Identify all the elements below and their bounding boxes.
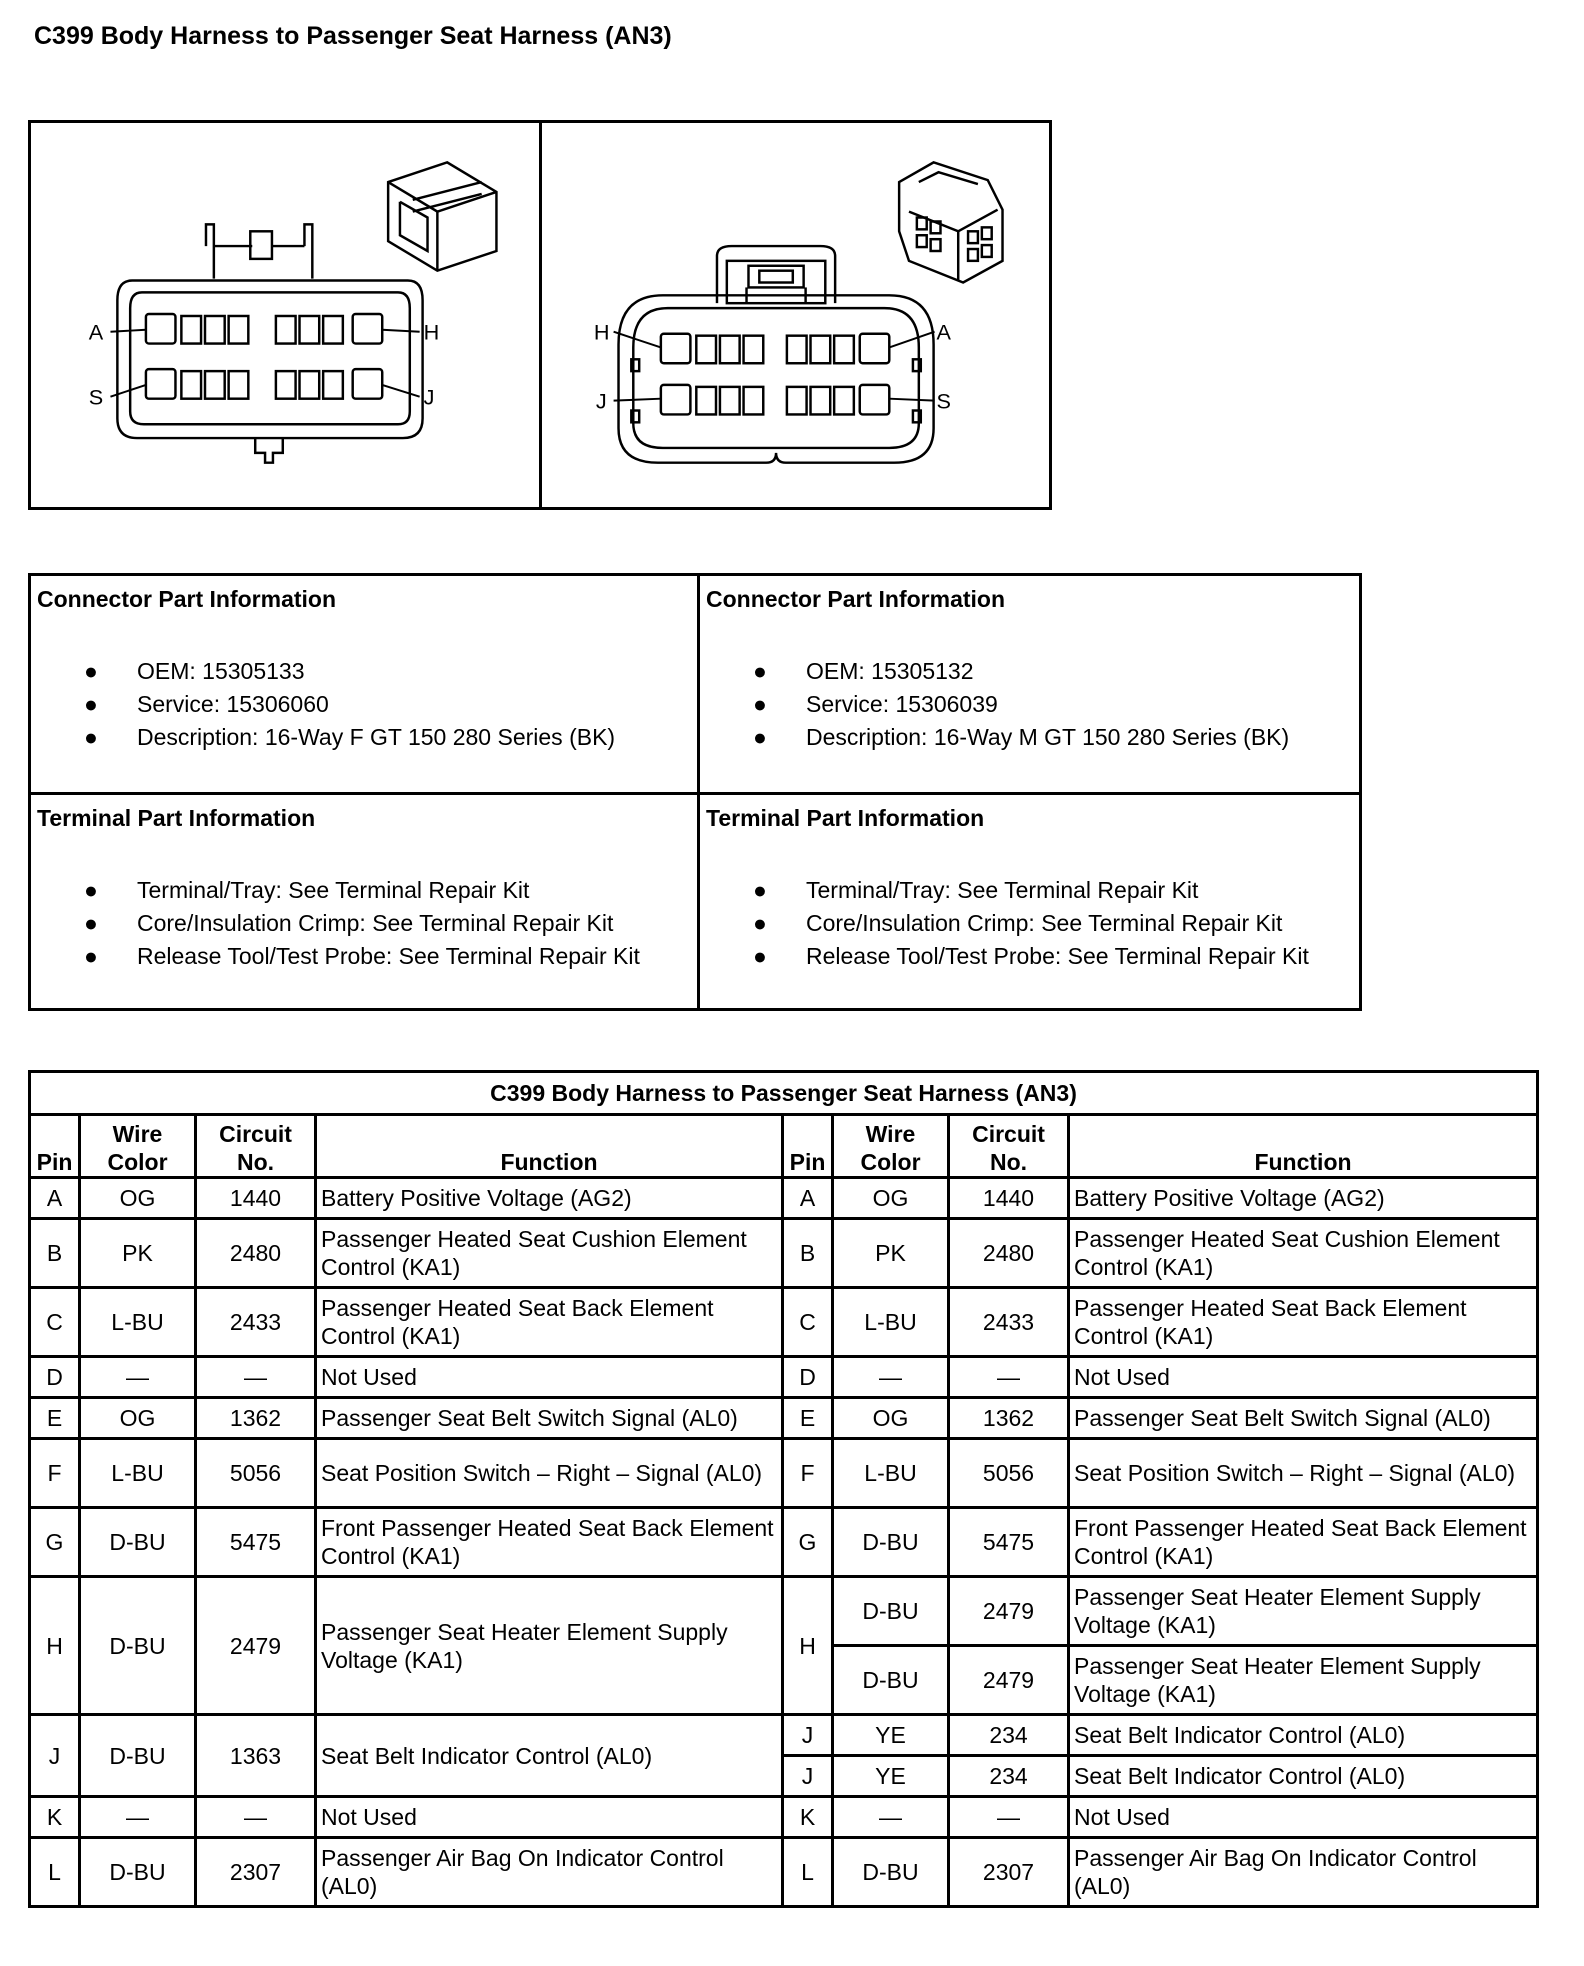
function-cell: Not Used xyxy=(316,1797,783,1838)
header-wire-color xyxy=(80,1115,196,1178)
pin-cell: K xyxy=(30,1797,80,1838)
table-row xyxy=(30,1219,1538,1288)
list-item xyxy=(706,655,1353,688)
circuit-cell: 5056 xyxy=(949,1439,1069,1508)
wire-color-cell: D-BU xyxy=(833,1838,949,1907)
pin-cell: C xyxy=(783,1288,833,1357)
pin-cell: J xyxy=(783,1756,833,1797)
header-text: Circuit xyxy=(219,1121,292,1147)
list-item xyxy=(37,655,691,688)
function-cell: Passenger Seat Belt Switch Signal (AL0) xyxy=(1069,1398,1538,1439)
circuit-cell: 234 xyxy=(949,1756,1069,1797)
circuit-cell: 2433 xyxy=(949,1288,1069,1357)
table-row xyxy=(30,1577,1538,1646)
connector-face-female-drawing xyxy=(31,123,539,507)
bullet-icon: ● xyxy=(84,691,98,717)
wire-color-cell: D-BU xyxy=(80,1838,196,1907)
pin-cell: J xyxy=(783,1715,833,1756)
circuit-cell: 1440 xyxy=(196,1178,316,1219)
wire-color-cell: OG xyxy=(80,1178,196,1219)
circuit-cell: 2307 xyxy=(196,1838,316,1907)
wire-color-cell: D-BU xyxy=(80,1508,196,1577)
function-cell: Front Passenger Heated Seat Back Element Control (KA1) xyxy=(1069,1508,1538,1577)
item-text: Service: 15306060 xyxy=(137,691,329,717)
wire-color-cell: L-BU xyxy=(80,1439,196,1508)
bullet-list xyxy=(37,655,691,754)
header-text: Wire xyxy=(112,1121,163,1147)
circuit-cell: — xyxy=(196,1797,316,1838)
bullet-icon: ● xyxy=(753,943,767,969)
wire-color-cell: D-BU xyxy=(80,1715,196,1797)
bullet-icon: ● xyxy=(84,943,98,969)
list-item xyxy=(37,940,691,973)
function-cell: Not Used xyxy=(1069,1797,1538,1838)
item-text: Core/Insulation Crimp: See Terminal Repair Kit xyxy=(806,910,1283,936)
item-text: Release Tool/Test Probe: See Terminal Repair Kit xyxy=(137,943,640,969)
bullet-icon: ● xyxy=(753,910,767,936)
function-cell: Seat Belt Indicator Control (AL0) xyxy=(316,1715,783,1797)
function-cell: Seat Belt Indicator Control (AL0) xyxy=(1069,1715,1538,1756)
header-text: Color xyxy=(107,1149,168,1175)
function-cell: Passenger Air Bag On Indicator Control (AL0) xyxy=(316,1838,783,1907)
list-item xyxy=(706,940,1353,973)
circuit-cell: 1440 xyxy=(949,1178,1069,1219)
wire-color-cell: — xyxy=(833,1797,949,1838)
section-title: Terminal Part Information xyxy=(706,805,985,831)
pin-cell: L xyxy=(30,1838,80,1907)
header-circuit xyxy=(196,1115,316,1178)
wire-color-cell: — xyxy=(80,1357,196,1398)
function-cell: Passenger Heated Seat Cushion Element Control (KA1) xyxy=(1069,1219,1538,1288)
wire-color-cell: L-BU xyxy=(80,1288,196,1357)
bullet-icon: ● xyxy=(753,658,767,684)
table-row xyxy=(30,1439,1538,1508)
wire-color-cell: OG xyxy=(833,1398,949,1439)
function-cell: Seat Position Switch – Right – Signal (AL0) xyxy=(1069,1439,1538,1508)
pin-label-h: H xyxy=(423,319,440,345)
header-text: Wire xyxy=(865,1121,916,1147)
header-text: No. xyxy=(989,1149,1028,1175)
bullet-list xyxy=(37,874,691,973)
item-text: Core/Insulation Crimp: See Terminal Repair Kit xyxy=(137,910,614,936)
item-text: Terminal/Tray: See Terminal Repair Kit xyxy=(806,877,1199,903)
pin-cell: B xyxy=(30,1219,80,1288)
pin-label-a: A xyxy=(936,319,951,345)
circuit-cell: 2433 xyxy=(196,1288,316,1357)
terminal-info-right xyxy=(697,792,1359,1008)
pin-cell: D xyxy=(783,1357,833,1398)
list-item xyxy=(37,874,691,907)
wire-color-cell: OG xyxy=(80,1398,196,1439)
list-item xyxy=(706,907,1353,940)
list-item xyxy=(37,688,691,721)
header-pin: Pin xyxy=(30,1115,80,1178)
function-cell: Front Passenger Heated Seat Back Element Control (KA1) xyxy=(316,1508,783,1577)
header-circuit xyxy=(949,1115,1069,1178)
table-row xyxy=(30,1288,1538,1357)
pin-label-j: J xyxy=(423,384,435,410)
item-text: Terminal/Tray: See Terminal Repair Kit xyxy=(137,877,530,903)
list-item xyxy=(37,907,691,940)
circuit-cell: 5475 xyxy=(196,1508,316,1577)
bullet-icon: ● xyxy=(84,724,98,750)
part-information-grid xyxy=(28,573,1362,1011)
table-row xyxy=(30,1398,1538,1439)
circuit-cell: 234 xyxy=(949,1715,1069,1756)
bullet-list xyxy=(706,874,1353,973)
bullet-icon: ● xyxy=(84,877,98,903)
connector-face-male xyxy=(539,123,1050,507)
table-row xyxy=(30,1357,1538,1398)
connector-face-female xyxy=(31,123,539,507)
pin-cell: A xyxy=(783,1178,833,1219)
function-cell: Passenger Seat Heater Element Supply Voltage (KA1) xyxy=(316,1577,783,1715)
item-text: Release Tool/Test Probe: See Terminal Repair Kit xyxy=(806,943,1309,969)
wire-color-cell: D-BU xyxy=(833,1577,949,1646)
function-cell: Not Used xyxy=(1069,1357,1538,1398)
circuit-cell: 2479 xyxy=(196,1577,316,1715)
connector-info-left xyxy=(31,576,697,792)
function-cell: Battery Positive Voltage (AG2) xyxy=(316,1178,783,1219)
wire-color-cell: L-BU xyxy=(833,1439,949,1508)
header-text: Circuit xyxy=(972,1121,1045,1147)
table-caption: C399 Body Harness to Passenger Seat Harness (AN3) xyxy=(30,1072,1538,1115)
circuit-cell: 1362 xyxy=(196,1398,316,1439)
table-row xyxy=(30,1838,1538,1907)
terminal-info-left xyxy=(31,792,697,1008)
function-cell: Passenger Seat Heater Element Supply Voltage (KA1) xyxy=(1069,1577,1538,1646)
function-cell: Not Used xyxy=(316,1357,783,1398)
pin-label-a: A xyxy=(88,319,104,345)
circuit-cell: 1363 xyxy=(196,1715,316,1797)
pin-cell: G xyxy=(783,1508,833,1577)
item-text: Description: 16-Way F GT 150 280 Series (BK) xyxy=(137,724,616,750)
wire-color-cell: — xyxy=(833,1357,949,1398)
wire-color-cell: L-BU xyxy=(833,1288,949,1357)
list-item xyxy=(706,874,1353,907)
pin-cell: H xyxy=(783,1577,833,1715)
header-text: Color xyxy=(860,1149,921,1175)
circuit-cell: 2479 xyxy=(949,1646,1069,1715)
wire-color-cell: — xyxy=(80,1797,196,1838)
pin-cell: K xyxy=(783,1797,833,1838)
wire-color-cell: PK xyxy=(80,1219,196,1288)
bullet-list xyxy=(706,655,1353,754)
pin-label-j: J xyxy=(595,388,607,414)
function-cell: Passenger Seat Heater Element Supply Voltage (KA1) xyxy=(1069,1646,1538,1715)
circuit-cell: 5475 xyxy=(949,1508,1069,1577)
bullet-icon: ● xyxy=(84,910,98,936)
bullet-icon: ● xyxy=(753,877,767,903)
wire-color-cell: OG xyxy=(833,1178,949,1219)
pin-cell: H xyxy=(30,1577,80,1715)
section-title: Connector Part Information xyxy=(37,586,337,612)
section-title: Connector Part Information xyxy=(706,586,1006,612)
wire-color-cell: YE xyxy=(833,1756,949,1797)
pinout-table xyxy=(28,1070,1539,1908)
function-cell: Passenger Air Bag On Indicator Control (AL0) xyxy=(1069,1838,1538,1907)
pin-cell: F xyxy=(30,1439,80,1508)
connector-face-male-drawing xyxy=(542,123,1050,507)
item-text: Description: 16-Way M GT 150 280 Series (BK) xyxy=(806,724,1290,750)
header-wire-color xyxy=(833,1115,949,1178)
wire-color-cell: PK xyxy=(833,1219,949,1288)
function-cell: Battery Positive Voltage (AG2) xyxy=(1069,1178,1538,1219)
connector-info-right xyxy=(697,576,1359,792)
header-function: Function xyxy=(316,1115,783,1178)
circuit-cell: — xyxy=(196,1357,316,1398)
pin-label-h: H xyxy=(593,319,610,345)
list-item xyxy=(706,688,1353,721)
header-pin: Pin xyxy=(783,1115,833,1178)
wire-color-cell: YE xyxy=(833,1715,949,1756)
pin-cell: D xyxy=(30,1357,80,1398)
header-text: No. xyxy=(236,1149,275,1175)
pin-cell: A xyxy=(30,1178,80,1219)
circuit-cell: 2307 xyxy=(949,1838,1069,1907)
pin-cell: E xyxy=(30,1398,80,1439)
item-text: OEM: 15305132 xyxy=(806,658,974,684)
pin-label-s: S xyxy=(936,388,951,414)
pin-cell: E xyxy=(783,1398,833,1439)
bullet-icon: ● xyxy=(753,724,767,750)
pin-cell: F xyxy=(783,1439,833,1508)
wire-color-cell: D-BU xyxy=(833,1646,949,1715)
function-cell: Passenger Heated Seat Back Element Control (KA1) xyxy=(316,1288,783,1357)
page-title: C399 Body Harness to Passenger Seat Harness (AN3) xyxy=(34,22,672,50)
wire-color-cell: D-BU xyxy=(833,1508,949,1577)
item-text: OEM: 15305133 xyxy=(137,658,305,684)
circuit-cell: 1362 xyxy=(949,1398,1069,1439)
pin-cell: L xyxy=(783,1838,833,1907)
circuit-cell: 2480 xyxy=(196,1219,316,1288)
table-row xyxy=(30,1797,1538,1838)
table-row xyxy=(30,1715,1538,1756)
connector-diagram xyxy=(28,120,1052,510)
function-cell: Seat Belt Indicator Control (AL0) xyxy=(1069,1756,1538,1797)
circuit-cell: — xyxy=(949,1797,1069,1838)
wire-color-cell: D-BU xyxy=(80,1577,196,1715)
table-row xyxy=(30,1178,1538,1219)
pin-cell: B xyxy=(783,1219,833,1288)
list-item xyxy=(706,721,1353,754)
pin-cell: J xyxy=(30,1715,80,1797)
item-text: Service: 15306039 xyxy=(806,691,998,717)
list-item xyxy=(37,721,691,754)
function-cell: Seat Position Switch – Right – Signal (AL0) xyxy=(316,1439,783,1508)
pin-cell: C xyxy=(30,1288,80,1357)
circuit-cell: 5056 xyxy=(196,1439,316,1508)
circuit-cell: 2479 xyxy=(949,1577,1069,1646)
section-title: Terminal Part Information xyxy=(37,805,316,831)
header-function: Function xyxy=(1069,1115,1538,1178)
table-row xyxy=(30,1508,1538,1577)
function-cell: Passenger Heated Seat Back Element Control (KA1) xyxy=(1069,1288,1538,1357)
function-cell: Passenger Seat Belt Switch Signal (AL0) xyxy=(316,1398,783,1439)
pin-cell: G xyxy=(30,1508,80,1577)
bullet-icon: ● xyxy=(753,691,767,717)
pin-label-s: S xyxy=(88,384,104,410)
function-cell: Passenger Heated Seat Cushion Element Control (KA1) xyxy=(316,1219,783,1288)
bullet-icon: ● xyxy=(84,658,98,684)
circuit-cell: — xyxy=(949,1357,1069,1398)
circuit-cell: 2480 xyxy=(949,1219,1069,1288)
